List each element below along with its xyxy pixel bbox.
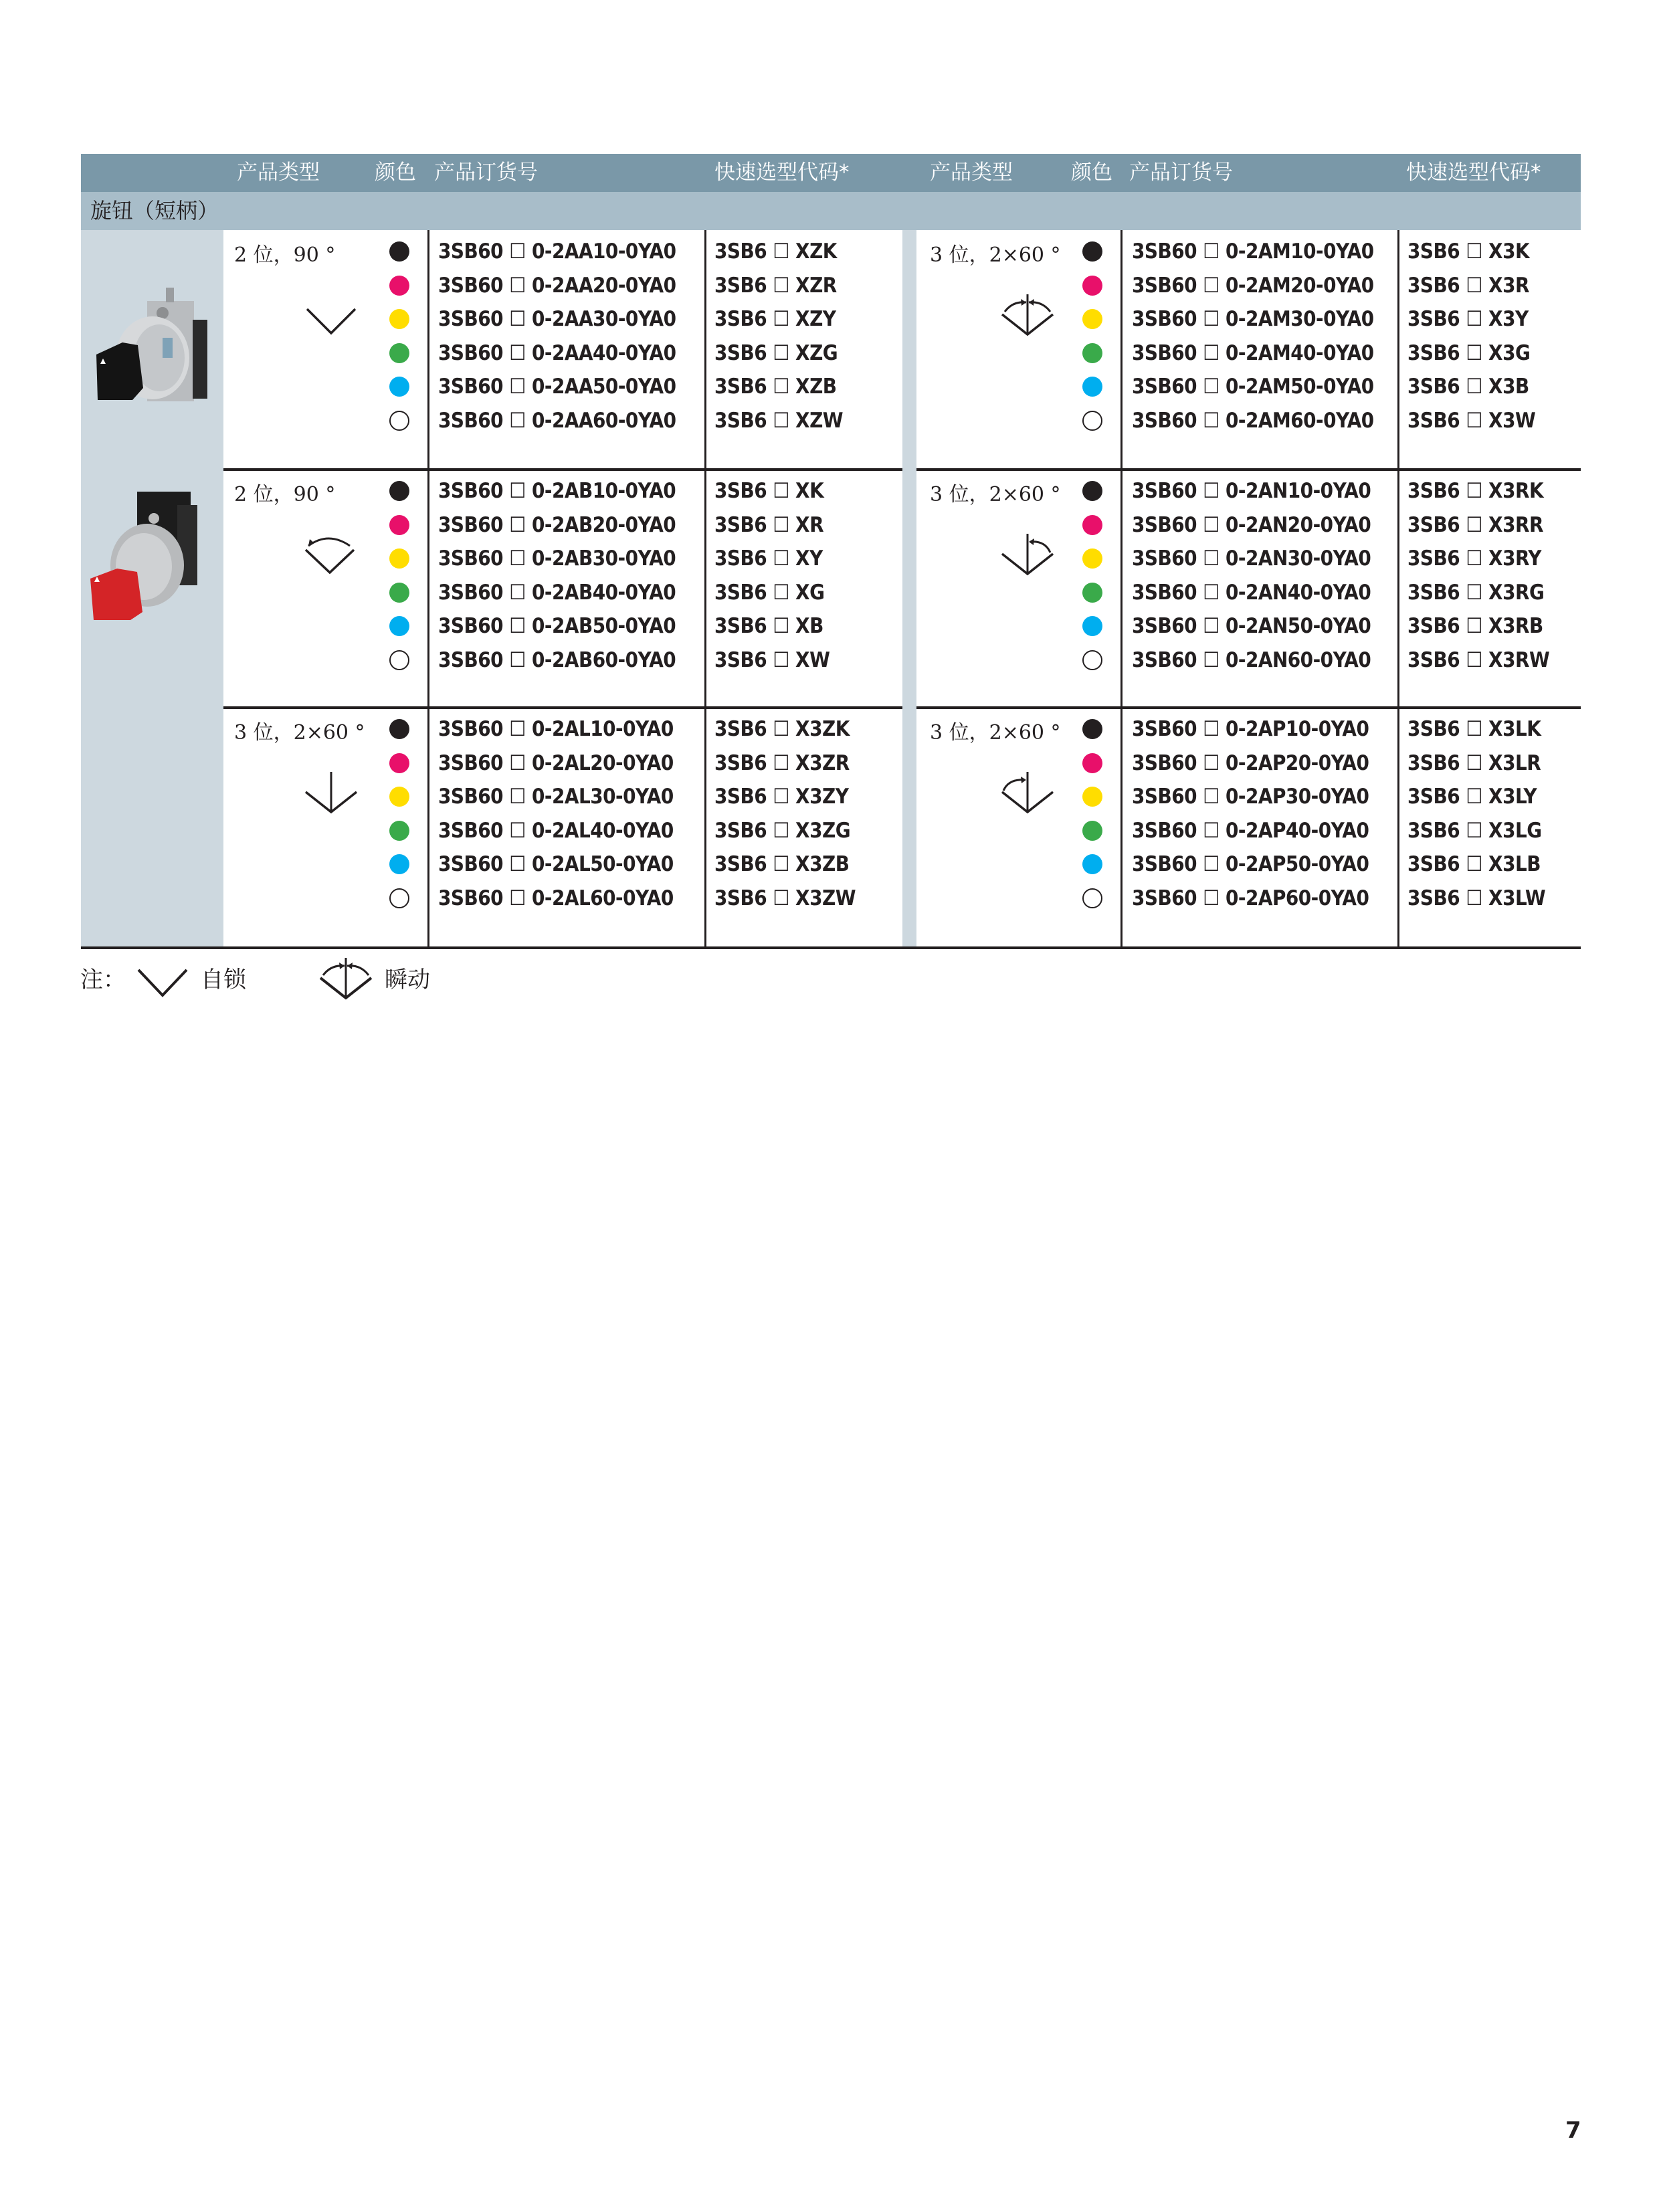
header-color-right: 颜色 bbox=[1071, 161, 1112, 185]
quick-code: 3SB6 ☐ X3ZY bbox=[714, 785, 849, 809]
latching-three-pos-icon bbox=[303, 771, 359, 817]
order-number-list bbox=[438, 474, 676, 677]
quick-column-divider-left bbox=[704, 230, 706, 946]
order-number-list bbox=[438, 712, 674, 915]
legend-latching-label: 自锁 bbox=[201, 967, 246, 993]
order-number: 3SB60 ☐ 0-2AP30-0YA0 bbox=[1132, 785, 1369, 809]
color-dot-red-icon bbox=[1082, 515, 1102, 535]
quick-code: 3SB6 ☐ X3G bbox=[1407, 340, 1531, 365]
header-product-type-left: 产品类型 bbox=[237, 161, 320, 185]
order-number-list bbox=[1132, 712, 1369, 915]
product-type-label: 2 位，90 ° bbox=[234, 483, 336, 506]
color-dot-green-icon bbox=[1082, 583, 1102, 603]
color-dot-black-icon bbox=[1082, 719, 1102, 739]
order-number: 3SB60 ☐ 0-2AA60-0YA0 bbox=[438, 408, 676, 433]
momentary-both-icon bbox=[318, 957, 374, 1003]
color-dot-black-icon bbox=[389, 241, 409, 262]
order-number: 3SB60 ☐ 0-2AL40-0YA0 bbox=[438, 818, 674, 843]
quick-code: 3SB6 ☐ XW bbox=[714, 647, 830, 672]
color-dot-green-icon bbox=[1082, 821, 1102, 841]
order-number: 3SB60 ☐ 0-2AL50-0YA0 bbox=[438, 852, 674, 876]
order-number: 3SB60 ☐ 0-2AA50-0YA0 bbox=[438, 375, 676, 399]
order-number: 3SB60 ☐ 0-2AN40-0YA0 bbox=[1132, 580, 1371, 605]
row-divider-2-right bbox=[916, 706, 1581, 709]
quick-code: 3SB6 ☐ X3RK bbox=[1407, 479, 1544, 503]
order-number: 3SB60 ☐ 0-2AB30-0YA0 bbox=[438, 546, 676, 571]
color-dot-blue-icon bbox=[389, 377, 409, 397]
order-number: 3SB60 ☐ 0-2AP50-0YA0 bbox=[1132, 852, 1369, 876]
order-number: 3SB60 ☐ 0-2AP20-0YA0 bbox=[1132, 750, 1369, 775]
latching-v-icon bbox=[136, 965, 189, 1001]
order-number: 3SB60 ☐ 0-2AA30-0YA0 bbox=[438, 307, 676, 331]
color-dot-yellow-icon bbox=[1082, 548, 1102, 569]
legend-latching bbox=[201, 963, 246, 997]
color-dot-green-icon bbox=[1082, 343, 1102, 363]
order-number: 3SB60 ☐ 0-2AL20-0YA0 bbox=[438, 750, 674, 775]
section-title: 旋钮（短柄） bbox=[90, 198, 219, 223]
order-number: 3SB60 ☐ 0-2AM10-0YA0 bbox=[1132, 239, 1374, 264]
order-number-list bbox=[1132, 474, 1371, 677]
legend-momentary bbox=[385, 963, 430, 997]
order-number: 3SB60 ☐ 0-2AN30-0YA0 bbox=[1132, 546, 1371, 571]
color-dot-white-icon bbox=[389, 650, 409, 670]
order-number: 3SB60 ☐ 0-2AL30-0YA0 bbox=[438, 785, 674, 809]
quick-code: 3SB6 ☐ X3LK bbox=[1407, 717, 1541, 741]
page-number: 7 bbox=[1565, 2117, 1581, 2144]
quick-code: 3SB6 ☐ XZR bbox=[714, 273, 837, 298]
table-bottom-border bbox=[81, 946, 1581, 949]
order-number: 3SB60 ☐ 0-2AM20-0YA0 bbox=[1132, 273, 1374, 298]
color-dot-yellow-icon bbox=[389, 309, 409, 329]
order-column-divider-right bbox=[1120, 230, 1123, 946]
quick-code: 3SB6 ☐ X3ZW bbox=[714, 886, 856, 910]
order-number: 3SB60 ☐ 0-2AM40-0YA0 bbox=[1132, 340, 1374, 365]
legend-momentary-label: 瞬动 bbox=[385, 967, 430, 993]
product-type-label: 3 位，2×60 ° bbox=[930, 243, 1061, 267]
color-dot-green-icon bbox=[389, 343, 409, 363]
quick-code: 3SB6 ☐ X3LB bbox=[1407, 852, 1541, 876]
rotary-knob-black-metal-photo bbox=[86, 281, 219, 408]
quick-code: 3SB6 ☐ X3LR bbox=[1407, 750, 1541, 775]
order-number: 3SB60 ☐ 0-2AN50-0YA0 bbox=[1132, 614, 1371, 638]
color-dot-green-icon bbox=[389, 583, 409, 603]
color-dot-red-icon bbox=[389, 515, 409, 535]
color-dot-yellow-icon bbox=[1082, 787, 1102, 807]
color-dot-yellow-icon bbox=[389, 548, 409, 569]
quick-code: 3SB6 ☐ X3LG bbox=[1407, 818, 1542, 843]
order-number: 3SB60 ☐ 0-2AP10-0YA0 bbox=[1132, 717, 1369, 741]
quick-code: 3SB6 ☐ X3Y bbox=[1407, 307, 1529, 331]
order-number: 3SB60 ☐ 0-2AN20-0YA0 bbox=[1132, 512, 1371, 537]
order-number: 3SB60 ☐ 0-2AB40-0YA0 bbox=[438, 580, 676, 605]
order-number: 3SB60 ☐ 0-2AA40-0YA0 bbox=[438, 340, 676, 365]
quick-code-list bbox=[1407, 235, 1535, 437]
order-number: 3SB60 ☐ 0-2AM30-0YA0 bbox=[1132, 307, 1374, 331]
order-number: 3SB60 ☐ 0-2AL60-0YA0 bbox=[438, 886, 674, 910]
order-number: 3SB60 ☐ 0-2AB20-0YA0 bbox=[438, 512, 676, 537]
quick-code: 3SB6 ☐ X3LY bbox=[1407, 785, 1537, 809]
header-product-type-right: 产品类型 bbox=[930, 161, 1013, 185]
color-dot-white-icon bbox=[389, 888, 409, 908]
color-dot-black-icon bbox=[389, 481, 409, 501]
header-order-no-right: 产品订货号 bbox=[1129, 161, 1233, 185]
quick-code: 3SB6 ☐ X3ZK bbox=[714, 717, 850, 741]
momentary-right-icon bbox=[999, 532, 1056, 579]
color-dot-yellow-icon bbox=[389, 787, 409, 807]
quick-code-list bbox=[1407, 712, 1545, 915]
color-dot-red-icon bbox=[389, 753, 409, 773]
product-type-label: 3 位，2×60 ° bbox=[930, 721, 1061, 744]
row-divider-1-right bbox=[916, 468, 1581, 471]
quick-code: 3SB6 ☐ X3RR bbox=[1407, 512, 1543, 537]
momentary-v-icon bbox=[303, 532, 357, 577]
order-number: 3SB60 ☐ 0-2AA20-0YA0 bbox=[438, 273, 676, 298]
order-number-list bbox=[438, 235, 676, 437]
quick-code: 3SB6 ☐ XZB bbox=[714, 375, 837, 399]
quick-code-list bbox=[714, 712, 856, 915]
color-dot-white-icon bbox=[389, 411, 409, 431]
legend bbox=[80, 963, 126, 997]
quick-code: 3SB6 ☐ X3R bbox=[1407, 273, 1529, 298]
row-divider-2-left bbox=[223, 706, 902, 709]
quick-code: 3SB6 ☐ XR bbox=[714, 512, 824, 537]
header-order-no-left: 产品订货号 bbox=[434, 161, 538, 185]
color-dot-white-icon bbox=[1082, 411, 1102, 431]
header-color-left: 颜色 bbox=[375, 161, 416, 185]
quick-code: 3SB6 ☐ XK bbox=[714, 479, 824, 503]
quick-code: 3SB6 ☐ XB bbox=[714, 614, 823, 638]
color-dot-blue-icon bbox=[1082, 377, 1102, 397]
quick-column-divider-right bbox=[1397, 230, 1399, 946]
quick-code: 3SB6 ☐ X3K bbox=[1407, 239, 1530, 264]
order-number: 3SB60 ☐ 0-2AL10-0YA0 bbox=[438, 717, 674, 741]
color-dot-blue-icon bbox=[389, 854, 409, 874]
order-number: 3SB60 ☐ 0-2AB60-0YA0 bbox=[438, 647, 676, 672]
color-dot-black-icon bbox=[1082, 241, 1102, 262]
quick-code: 3SB6 ☐ X3LW bbox=[1407, 886, 1546, 910]
column-divider-gap bbox=[902, 230, 916, 948]
quick-code: 3SB6 ☐ X3ZR bbox=[714, 750, 850, 775]
order-number: 3SB60 ☐ 0-2AN10-0YA0 bbox=[1132, 479, 1371, 503]
legend-prefix: 注： bbox=[80, 967, 126, 993]
quick-code: 3SB6 ☐ X3ZB bbox=[714, 852, 850, 876]
header-quick-code-right: 快速选型代码* bbox=[1406, 161, 1541, 185]
quick-code: 3SB6 ☐ XZG bbox=[714, 340, 838, 365]
quick-code: 3SB6 ☐ X3RG bbox=[1407, 580, 1545, 605]
color-dot-black-icon bbox=[389, 719, 409, 739]
order-number: 3SB60 ☐ 0-2AP40-0YA0 bbox=[1132, 818, 1369, 843]
order-number: 3SB60 ☐ 0-2AB50-0YA0 bbox=[438, 614, 676, 638]
order-number: 3SB60 ☐ 0-2AM50-0YA0 bbox=[1132, 375, 1374, 399]
quick-code-list bbox=[1407, 474, 1549, 677]
quick-code: 3SB6 ☐ X3B bbox=[1407, 375, 1529, 399]
color-dot-red-icon bbox=[1082, 753, 1102, 773]
color-dot-blue-icon bbox=[1082, 616, 1102, 636]
order-number: 3SB60 ☐ 0-2AA10-0YA0 bbox=[438, 239, 676, 264]
quick-code: 3SB6 ☐ XZY bbox=[714, 307, 836, 331]
color-dot-blue-icon bbox=[389, 616, 409, 636]
header-quick-code-left: 快速选型代码* bbox=[714, 161, 850, 185]
color-dot-white-icon bbox=[1082, 888, 1102, 908]
table-header bbox=[81, 154, 1581, 192]
order-number: 3SB60 ☐ 0-2AM60-0YA0 bbox=[1132, 408, 1374, 433]
product-type-label: 3 位，2×60 ° bbox=[930, 483, 1061, 506]
quick-code-list bbox=[714, 235, 843, 437]
order-number: 3SB60 ☐ 0-2AN60-0YA0 bbox=[1132, 647, 1371, 672]
momentary-left-icon bbox=[999, 771, 1056, 817]
momentary-both-icon bbox=[999, 293, 1056, 340]
order-number-list bbox=[1132, 235, 1374, 437]
quick-code: 3SB6 ☐ X3ZG bbox=[714, 818, 851, 843]
product-type-label: 2 位，90 ° bbox=[234, 243, 336, 267]
rotary-knob-red-plastic-photo bbox=[90, 478, 221, 625]
color-dot-blue-icon bbox=[1082, 854, 1102, 874]
color-dot-white-icon bbox=[1082, 650, 1102, 670]
quick-code: 3SB6 ☐ XZK bbox=[714, 239, 837, 264]
quick-code: 3SB6 ☐ X3RW bbox=[1407, 647, 1550, 672]
quick-code: 3SB6 ☐ X3W bbox=[1407, 408, 1536, 433]
color-dot-black-icon bbox=[1082, 481, 1102, 501]
quick-code-list bbox=[714, 474, 830, 677]
row-divider-1-left bbox=[223, 468, 902, 471]
latching-v-icon bbox=[304, 306, 358, 338]
order-number: 3SB60 ☐ 0-2AP60-0YA0 bbox=[1132, 886, 1369, 910]
quick-code: 3SB6 ☐ X3RB bbox=[1407, 614, 1543, 638]
color-dot-yellow-icon bbox=[1082, 309, 1102, 329]
color-dot-green-icon bbox=[389, 821, 409, 841]
color-dot-red-icon bbox=[1082, 276, 1102, 296]
quick-code: 3SB6 ☐ XZW bbox=[714, 408, 844, 433]
product-type-label: 3 位，2×60 ° bbox=[234, 721, 365, 744]
quick-code: 3SB6 ☐ XG bbox=[714, 580, 825, 605]
quick-code: 3SB6 ☐ XY bbox=[714, 546, 823, 571]
section-subheader bbox=[81, 192, 1581, 230]
order-column-divider-left bbox=[427, 230, 429, 946]
color-dot-red-icon bbox=[389, 276, 409, 296]
quick-code: 3SB6 ☐ X3RY bbox=[1407, 546, 1541, 571]
order-number: 3SB60 ☐ 0-2AB10-0YA0 bbox=[438, 479, 676, 503]
